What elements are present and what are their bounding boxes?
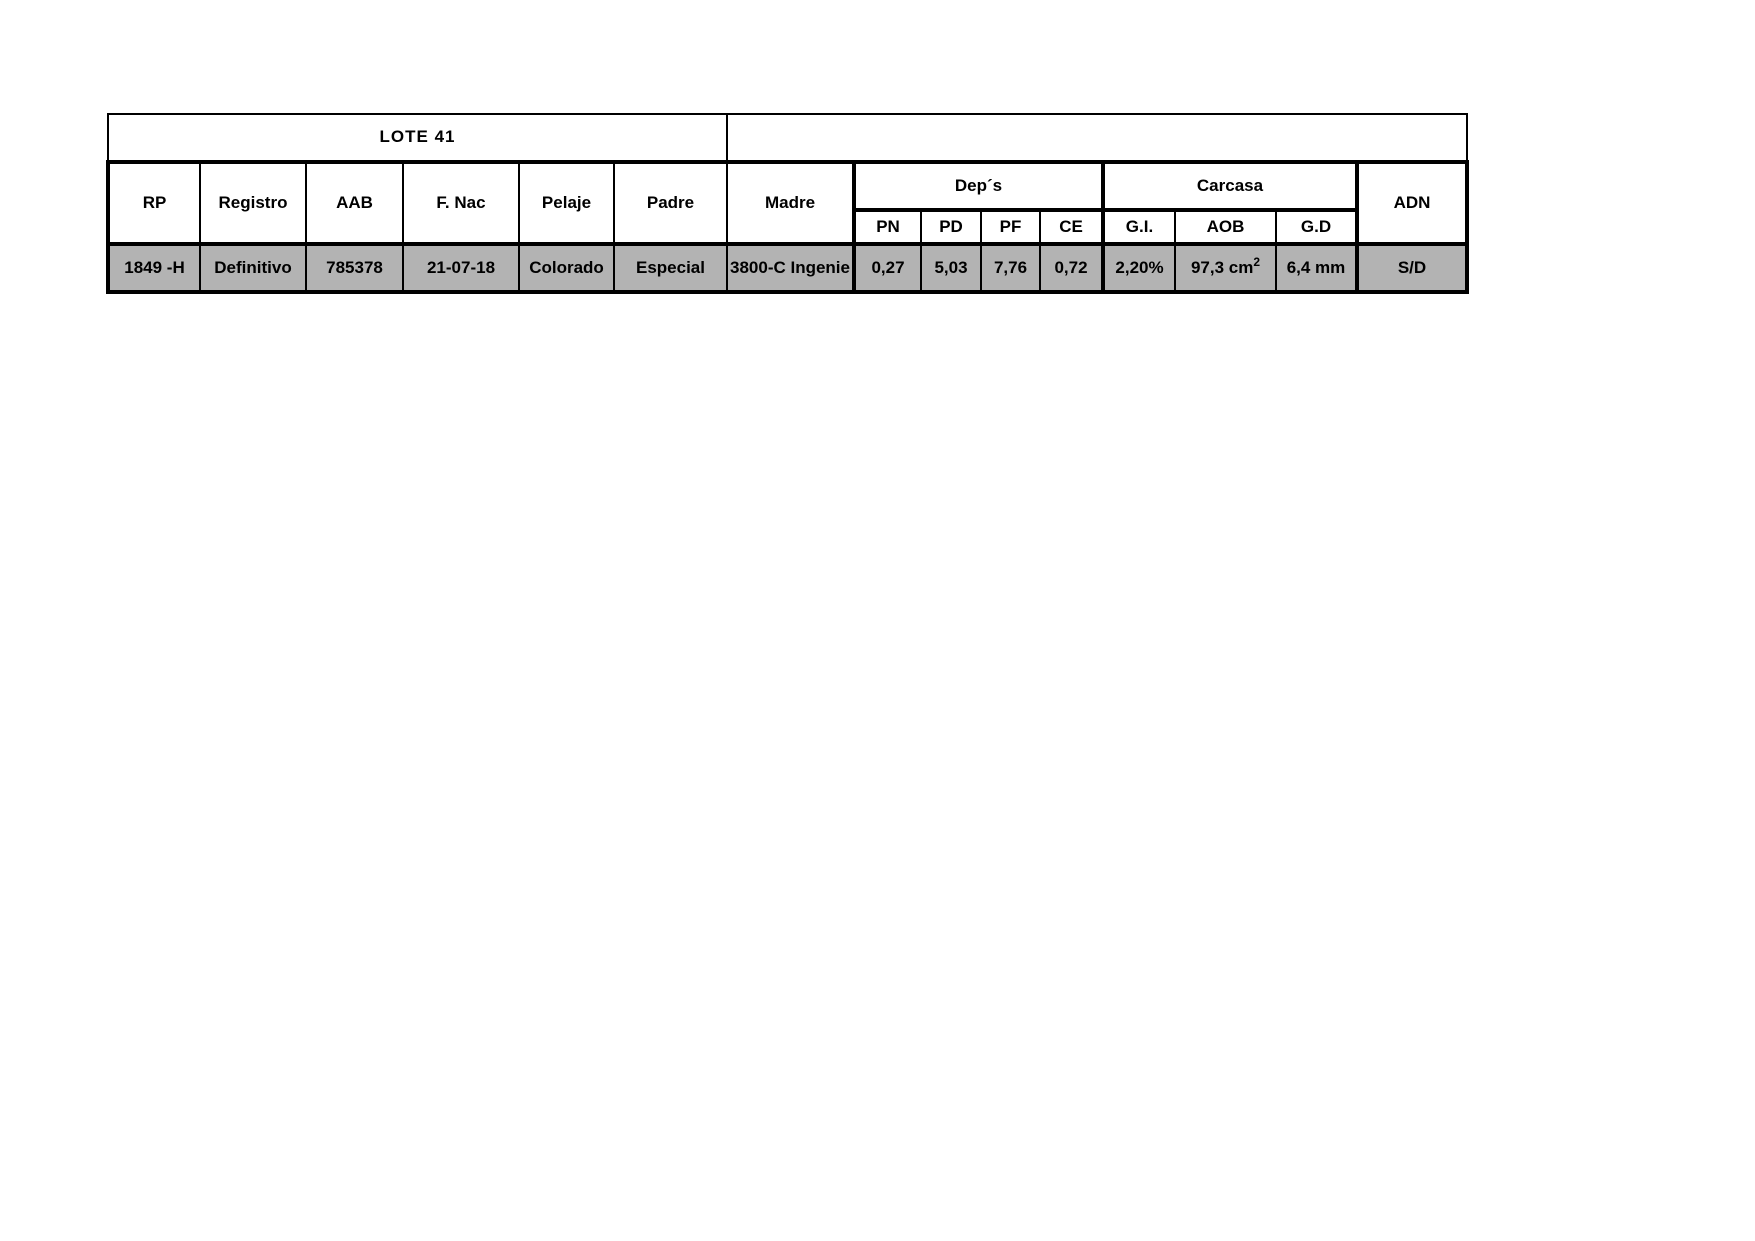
data-cell-f-nac: 21-07-18 — [403, 244, 519, 292]
header-cell-rp: RP — [108, 162, 200, 244]
aob-value: 97,3 cm — [1190, 257, 1254, 277]
header-cell-ce: CE — [1040, 210, 1103, 244]
data-cell-gd: 6,4 mm — [1276, 244, 1357, 292]
header-cell-pf: PF — [981, 210, 1040, 244]
data-cell-madre: 3800-C Ingenie — [727, 244, 854, 292]
lot-title: LOTE 41 — [108, 114, 727, 162]
header-cell-padre: Padre — [614, 162, 727, 244]
header-cell-aob: AOB — [1175, 210, 1276, 244]
data-cell-aob — [1175, 244, 1276, 292]
data-cell-gi: 2,20% — [1103, 244, 1175, 292]
data-cell-rp: 1849 -H — [108, 244, 200, 292]
data-cell-pn: 0,27 — [854, 244, 921, 292]
header-cell-madre: Madre — [727, 162, 854, 244]
lot-table-container — [106, 113, 1469, 294]
header-cell-aab: AAB — [306, 162, 403, 244]
data-cell-ce: 0,72 — [1040, 244, 1103, 292]
data-cell-pd: 5,03 — [921, 244, 981, 292]
aob-superscript: 2 — [1253, 254, 1261, 269]
data-cell-padre: Especial — [614, 244, 727, 292]
data-cell-pelaje: Colorado — [519, 244, 614, 292]
title-row-spacer — [727, 114, 1467, 162]
header-group-carcasa: Carcasa — [1103, 162, 1357, 210]
header-cell-registro: Registro — [200, 162, 306, 244]
header-cell-gd: G.D — [1276, 210, 1357, 244]
data-cell-adn: S/D — [1357, 244, 1467, 292]
header-cell-pelaje: Pelaje — [519, 162, 614, 244]
header-cell-gi: G.I. — [1103, 210, 1175, 244]
lot-table — [106, 113, 1469, 294]
data-cell-aab: 785378 — [306, 244, 403, 292]
header-cell-pn: PN — [854, 210, 921, 244]
header-cell-pd: PD — [921, 210, 981, 244]
data-cell-pf: 7,76 — [981, 244, 1040, 292]
data-cell-registro: Definitivo — [200, 244, 306, 292]
header-cell-adn: ADN — [1357, 162, 1467, 244]
header-group-deps: Dep´s — [854, 162, 1103, 210]
header-cell-f-nac: F. Nac — [403, 162, 519, 244]
